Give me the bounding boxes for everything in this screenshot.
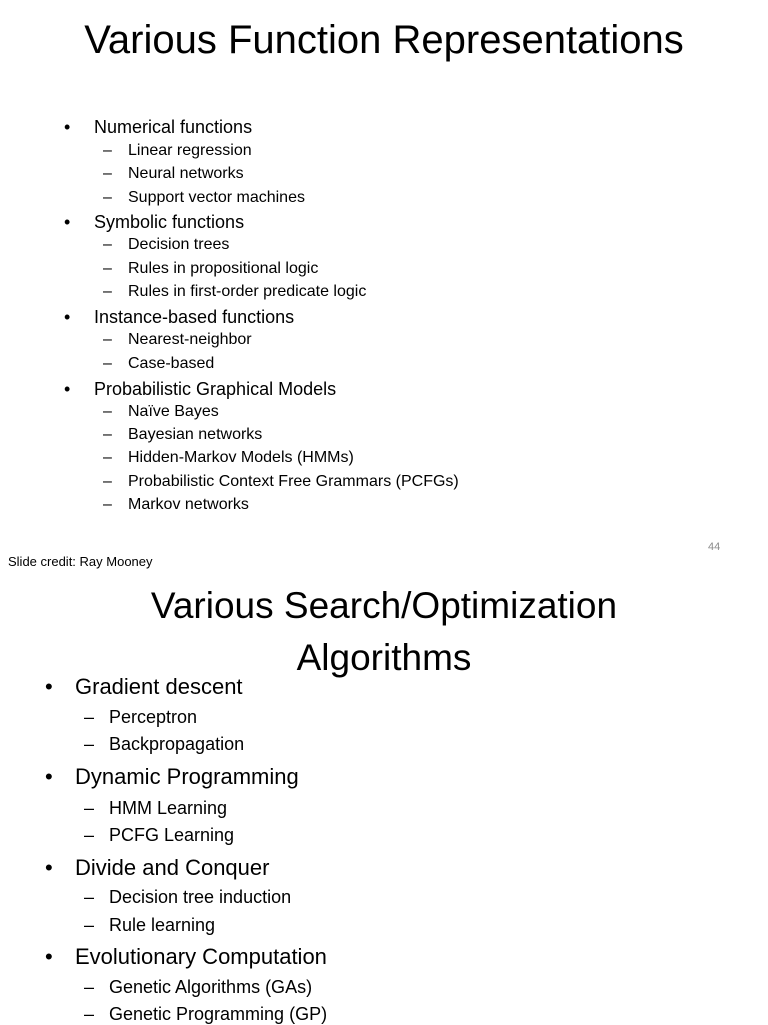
dash-marker: – [84, 825, 95, 845]
bullet-marker: • [45, 674, 53, 699]
dash-marker: – [103, 165, 112, 182]
dash-marker: – [103, 236, 112, 253]
slide2-title [0, 580, 768, 684]
list-item-level2: Genetic Algorithms (GAs) [109, 977, 313, 997]
list-item-level2: Decision trees [128, 236, 230, 253]
list-item-level2: Probabilistic Context Free Grammars (PCFGs) [128, 473, 459, 490]
list-item-level2: Neural networks [128, 165, 244, 182]
list-item-level1: Gradient descent [75, 674, 243, 699]
list-item-level2: Decision tree induction [109, 887, 292, 907]
list-item-level2: Naïve Bayes [128, 403, 219, 420]
dash-marker: – [103, 142, 112, 159]
slide2-title-line2: Algorithms [296, 637, 472, 678]
dash-marker: – [103, 473, 112, 490]
list-item-level1: Evolutionary Computation [75, 944, 327, 969]
bullet-marker: • [64, 117, 71, 137]
bullet-marker: • [45, 764, 53, 789]
list-item-level2: Rules in propositional logic [128, 260, 319, 277]
list-item-level2: Nearest-neighbor [128, 331, 252, 348]
list-item-level2: Hidden-Markov Models (HMMs) [128, 449, 354, 466]
list-item-level2: Rule learning [109, 915, 216, 935]
list-item-level1: Instance-based functions [94, 307, 295, 327]
list-item-level1: Numerical functions [94, 117, 253, 137]
list-item-level2: Perceptron [109, 707, 198, 727]
list-item-level2: HMM Learning [109, 798, 228, 818]
list-item-level2: Markov networks [128, 496, 249, 513]
list-item-level1: Probabilistic Graphical Models [94, 379, 337, 399]
list-item-level2: Case-based [128, 355, 215, 372]
dash-marker: – [84, 887, 95, 907]
list-item-level2: Bayesian networks [128, 426, 263, 443]
dash-marker: – [84, 734, 95, 754]
dash-marker: – [103, 260, 112, 277]
bullet-marker: • [64, 379, 71, 399]
dash-marker: – [84, 1004, 95, 1024]
page-number: 44 [708, 541, 721, 553]
dash-marker: – [103, 283, 112, 300]
bullet-marker: • [64, 212, 71, 232]
dash-marker: – [103, 449, 112, 466]
dash-marker: – [103, 189, 112, 206]
list-item-level2: PCFG Learning [109, 825, 235, 845]
dash-marker: – [103, 496, 112, 513]
bullet-marker: • [45, 855, 53, 880]
dash-marker: – [103, 331, 112, 348]
dash-marker: – [103, 403, 112, 420]
dash-marker: – [84, 977, 95, 997]
list-item-level2: Support vector machines [128, 189, 305, 206]
list-item-level2: Linear regression [128, 142, 252, 159]
slide1-title: Various Function Representations [84, 18, 684, 62]
dash-marker: – [103, 355, 112, 372]
dash-marker: – [84, 798, 95, 818]
list-item-level2: Backpropagation [109, 734, 245, 754]
list-item-level1: Dynamic Programming [75, 764, 299, 789]
bullet-marker: • [45, 944, 53, 969]
bullet-marker: • [64, 307, 71, 327]
list-item-level2: Genetic Programming (GP) [109, 1004, 328, 1024]
dash-marker: – [84, 915, 95, 935]
slide2-title-line1: Various Search/Optimization [150, 585, 618, 626]
dash-marker: – [84, 707, 95, 727]
list-item-level1: Symbolic functions [94, 212, 245, 232]
list-item-level1: Divide and Conquer [75, 855, 270, 880]
slide-credit: Slide credit: Ray Mooney [8, 554, 153, 569]
list-item-level2: Rules in first-order predicate logic [128, 283, 367, 300]
dash-marker: – [103, 426, 112, 443]
